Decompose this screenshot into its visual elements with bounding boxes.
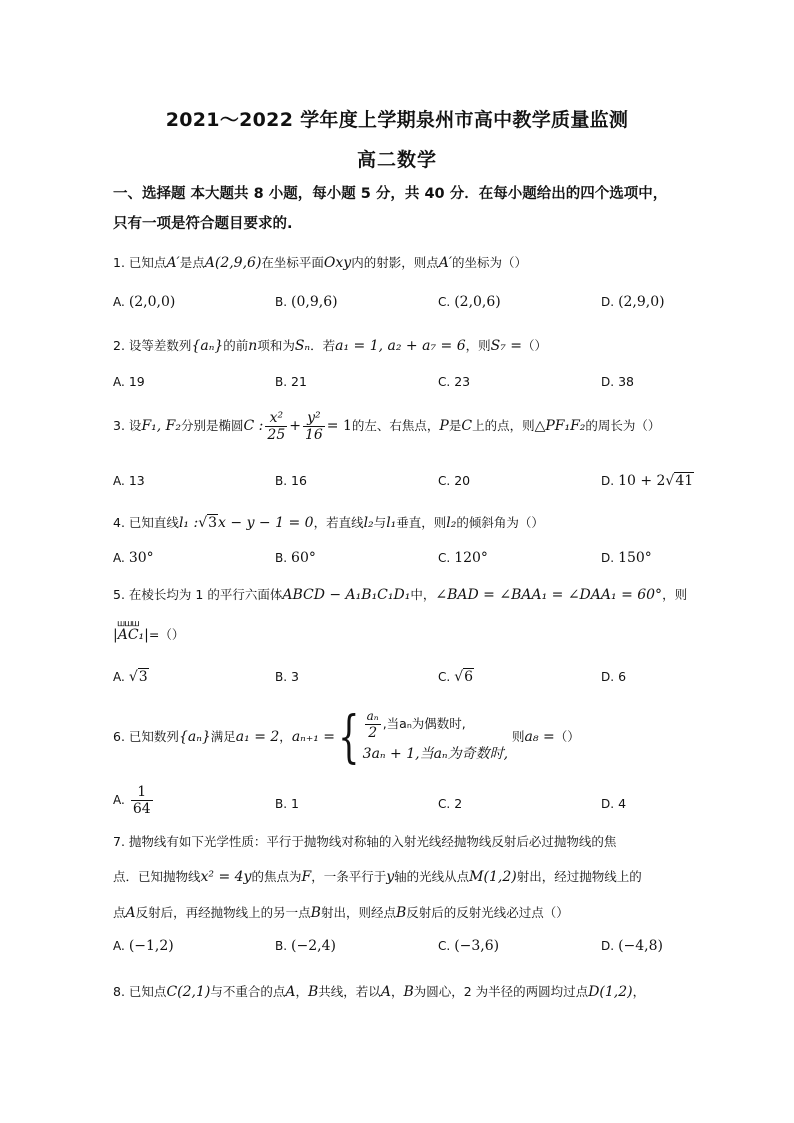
questions-6-l3-b: 反射后，再经抛物线上的另一点 [135,905,311,920]
question-2-options [113,374,713,396]
questions-7-text-g: ， [632,984,646,999]
questions-2-p: P [439,418,449,434]
fraction-y2-16 [303,410,325,443]
questions-1-text-f: （） [522,338,548,353]
piecewise-cases [363,708,508,767]
questions-0-options-1-label: B. [275,295,288,309]
questions-1-options-3-value: 38 [618,374,634,389]
questions-7-text-c: ， [295,984,308,999]
questions-6-l2-e: 射出，经过抛物线上的 [516,869,642,884]
questions-4-options-3-label: D. [601,670,615,684]
option-d[interactable] [601,938,663,954]
questions-6-options-1-value: (−2,4) [291,938,336,954]
questions-6-l2-b: 的焦点为 [251,869,302,884]
questions-6-options-2-value: (−3,6) [454,938,500,954]
option-c[interactable] [438,294,501,310]
questions-5-a8: a₈ = [524,729,555,745]
option-b[interactable] [275,294,338,310]
questions-2-fx-num: x² [265,410,287,427]
option-c[interactable] [438,938,499,954]
questions-4-options-2-value-rad: 6 [464,669,474,685]
questions-7-text-a: 已知点 [128,984,167,999]
questions-5-text-e: （） [554,729,580,744]
questions-3-options-1-value: 60° [291,550,316,566]
question-6 [113,704,713,770]
questions-2-fx-den: 25 [267,427,286,443]
questions-2-options-3-label: D. [601,474,615,488]
questions-3-options-2-value: 120° [454,550,488,566]
questions-3-options-0-value: 30° [128,550,154,566]
questions-0-text-d: 内的射影，则点 [351,255,439,270]
questions-1-text-a: 设等差数列 [128,338,192,353]
question-3 [113,408,713,444]
option-b[interactable] [275,938,336,954]
questions-0-pt: A′ [166,255,180,271]
questions-4-text-d: =（） [148,627,185,642]
questions-3-options-1-label: B. [275,551,288,565]
option-d[interactable] [601,473,694,489]
questions-2-eq1: = 1 [326,418,352,434]
option-a[interactable] [113,550,154,566]
questions-2-fy-num: y² [303,410,325,427]
questions-6-b2: B [395,905,407,921]
question-4 [113,513,713,533]
questions-2-text-b: 分别是椭圆 [181,418,244,433]
questions-6-l3-c: 射出，则经点 [320,905,396,920]
questions-0-text-e: 的坐标为（） [452,255,528,270]
questions-4-options-0-label: A. [113,670,125,684]
questions-6-parab: x² = 4y [200,869,252,885]
option-c[interactable] [438,374,470,389]
questions-4-angles: ∠BAD = ∠BAA₁ = ∠DAA₁ = 60° [435,587,663,603]
questions-2-text-a: 设 [128,418,142,433]
questions-7-text-f: 为圆心，2 为半径的两圆均过点 [413,984,589,999]
question-2 [113,336,713,356]
questions-2-options-0-label: A. [113,474,125,488]
questions-6-b: B [310,905,321,921]
questions-2-ellipse-c: C : [243,418,264,434]
questions-0-pt2: A′ [438,255,453,271]
question-5-options [113,669,713,691]
questions-1-text-b: 的前 [223,338,249,353]
questions-5-text-d: 则 [512,729,525,744]
questions-7-text-b: 与不重合的点 [210,984,286,999]
questions-3-text-b: ，若直线 [313,515,364,530]
sqrt-symbol: √ [198,515,208,531]
question-5-line2 [113,625,713,645]
questions-2-text-d: 是 [448,418,462,433]
questions-4-text-c: ，则 [662,587,688,602]
questions-5-text-a: 已知数列 [128,729,179,744]
option-a[interactable] [113,374,145,389]
questions-7-c: C(2,1) [166,984,211,1000]
questions-3-rad: 3 [208,515,218,531]
option-d[interactable] [601,550,652,566]
questions-4-text-b: 中， [410,587,436,602]
questions-0-options-1-value: (0,9,6) [291,294,338,310]
questions-5-case2: 3aₙ + 1,当aₙ为奇数时, [362,746,509,762]
questions-2-num: 3. [113,418,125,433]
questions-3-l2b: l₂ [446,515,457,531]
option-b[interactable] [275,473,307,488]
questions-3-options-3-label: D. [601,551,615,565]
questions-5-options-3-value: 4 [618,796,627,811]
questions-4-options-2-label: C. [438,670,451,684]
questions-5-options-0-frac-den: 64 [132,801,151,817]
section-heading-line2: 只有一项是符合题目要求的. [113,216,293,232]
questions-1-num: 2. [113,338,125,353]
questions-6-l2-d: 轴的光线从点 [394,869,470,884]
fraction-x2-25 [265,410,287,443]
questions-7-text-d: 共线，若以 [318,984,381,999]
questions-2-options-1-label: B. [275,474,288,488]
questions-3-l2: l₂ [363,515,374,531]
questions-3-num: 4. [113,515,125,530]
questions-0-coord: A(2,9,6) [204,255,262,271]
questions-4-options-3-value: 6 [618,669,627,684]
questions-4-num: 5. [113,587,125,602]
question-7-line3 [113,903,713,923]
questions-2-fy-den: 16 [304,427,323,443]
questions-2-text-c: 的左、右焦点， [351,418,440,433]
questions-6-l2-a: 点．已知抛物线 [113,869,201,884]
questions-3-text-e: 的倾斜角为（） [456,515,544,530]
questions-3-l1: l₁ : [178,515,199,531]
questions-5-options-0-label: A. [113,793,125,807]
questions-0-text-c: 在坐标平面 [261,255,324,270]
questions-5-options-0-frac-num: 1 [131,784,153,801]
questions-0-plane: Oxy [323,255,352,271]
option-d[interactable] [601,669,626,684]
questions-5-case1-text: ,当aₙ为偶数时, [382,716,466,731]
questions-1-options-0-label: A. [113,375,125,389]
questions-6-a: A [125,905,136,921]
questions-7-a2: A [380,984,391,1000]
questions-2-foci: F₁, F₂ [141,418,181,434]
questions-0-num: 1. [113,255,125,270]
questions-0-options-0-value: (2,0,0) [128,294,176,310]
exam-title: 2021～2022 学年度上学期泉州市高中教学质量监测 [165,109,629,131]
questions-0-options-0-label: A. [113,295,125,309]
option-a[interactable] [113,784,155,817]
questions-7-a: A [285,984,296,1000]
questions-0-options-2-label: C. [438,295,451,309]
questions-1-cond: a₁ = 1, a₂ + a₇ = 6 [335,338,466,354]
left-brace: { [338,704,360,770]
option-a[interactable] [113,669,149,685]
questions-7-b: B [308,984,319,1000]
option-c[interactable] [438,473,470,488]
option-b[interactable] [275,669,299,684]
option-a[interactable] [113,473,145,488]
question-8 [113,982,713,1002]
questions-5-seq: {aₙ} [178,729,211,745]
questions-6-f: F [301,869,312,885]
questions-2-options-1-value: 16 [291,473,307,488]
questions-3-l1b: l₁ [386,515,397,531]
questions-4-text-a: 在棱长均为 1 的平行六面体 [128,587,283,602]
questions-1-sn: Sₙ [294,338,311,354]
questions-1-text-d: ．若 [310,338,336,353]
option-d[interactable] [601,796,626,811]
questions-1-options-2-value: 23 [454,374,471,389]
questions-6-m: M(1,2) [469,869,517,885]
questions-1-text-c: 项和为 [257,338,295,353]
questions-6-y: y [386,869,395,885]
option-b[interactable] [275,796,299,811]
questions-6-num: 7. [113,834,125,849]
questions-6-l3-a: 点 [113,905,126,920]
option-c[interactable] [438,796,462,811]
questions-1-options-0-value: 19 [128,374,145,389]
sqrt-symbol: √ [454,669,464,685]
questions-5-num: 6. [113,729,125,744]
questions-6-options-3-label: D. [601,939,615,953]
questions-2-options-2-label: C. [438,474,451,488]
question-1 [113,253,713,273]
sqrt-symbol: √ [665,473,675,489]
questions-5-case1-num: aₙ [366,709,379,723]
questions-2-text-e: 上的点，则 [472,418,535,433]
questions-6-options-1-label: B. [275,939,288,953]
questions-3-options-3-value: 150° [618,550,652,566]
questions-1-text-e: ，则 [465,338,491,353]
questions-6-options-0-value: (−1,2) [128,938,174,954]
questions-4-options-1-value: 3 [291,669,299,684]
questions-2-options-2-value: 20 [454,473,471,488]
questions-5-case1-den: 2 [368,725,378,741]
questions-4-solid: ABCD − A₁B₁C₁D₁ [282,587,411,603]
option-b[interactable] [275,374,307,389]
questions-4-vec: |AC₁| [113,627,149,643]
questions-2-options-3-value-pre: 10 + 2 [618,473,666,489]
question-7-line1 [113,832,713,852]
questions-5-options-2-label: C. [438,797,451,811]
questions-3-text-c: 与 [373,515,387,530]
questions-3-text-a: 已知直线 [128,515,179,530]
option-d[interactable] [601,374,634,389]
question-3-options [113,473,713,495]
questions-6-options-3-value: (−4,8) [618,938,663,954]
questions-1-n: n [248,338,258,354]
option-c[interactable] [438,550,488,566]
question-1-options [113,294,713,316]
questions-0-options-3-label: D. [601,295,615,309]
questions-5-a1: a₁ = 2 [235,729,280,745]
questions-5-options-3-label: D. [601,797,615,811]
questions-0-text-b: 是点 [179,255,205,270]
exam-subtitle: 高二数学 [356,149,437,171]
questions-6-options-2-label: C. [438,939,451,953]
question-7-line2 [113,867,713,887]
option-a[interactable] [113,294,175,310]
questions-2-options-0-value: 13 [128,473,145,488]
option-a[interactable] [113,938,174,954]
questions-5-options-1-label: B. [275,797,288,811]
questions-0-options-3-value: (2,9,0) [618,294,665,310]
questions-0-text-a: 已知点 [128,255,167,270]
questions-2-tri: △PF₁F₂ [534,418,586,434]
questions-1-options-3-label: D. [601,375,615,389]
questions-1-seq: {aₙ} [191,338,224,354]
option-b[interactable] [275,550,316,566]
questions-0-options-2-value: (2,0,6) [454,294,501,310]
sqrt-symbol: √ [128,669,138,685]
questions-6-l3-d: 反射后的反射光线必过点（） [406,905,569,920]
questions-6-line1: 抛物线有如下光学性质：平行于抛物线对称轴的入射光线经抛物线反射后必过抛物线的焦 [128,834,617,849]
questions-1-s7: S₇ = [490,338,523,354]
question-7-options [113,938,713,960]
questions-3-options-2-label: C. [438,551,451,565]
questions-1-options-2-label: C. [438,375,451,389]
questions-3-options-0-label: A. [113,551,125,565]
questions-1-options-1-label: B. [275,375,288,389]
questions-4-options-1-label: B. [275,670,288,684]
question-4-options [113,550,713,572]
questions-2-text-f: 的周长为（） [585,418,661,433]
questions-4-options-0-value-rad: 3 [138,669,148,685]
questions-6-l2-c: ，一条平行于 [311,869,387,884]
section-heading-line1: 一、选择题 本大题共 8 小题，每小题 5 分，共 40 分．在每小题给出的四个选项中， [113,186,668,202]
questions-7-num: 8. [113,984,125,999]
questions-5-options-1-value: 1 [291,796,299,811]
questions-5-options-2-value: 2 [454,796,463,811]
questions-2-plus: + [289,418,301,434]
questions-5-text-b: 满足 [210,729,236,744]
question-5 [113,585,713,605]
option-d[interactable] [601,294,665,310]
questions-7-d: D(1,2) [588,984,633,1000]
questions-4-vec-marks: ꟺꟺꟺ [117,619,139,629]
questions-3-text-d: 垂直，则 [396,515,447,530]
questions-7-b2: B [403,984,414,1000]
questions-6-options-0-label: A. [113,939,125,953]
questions-7-text-e: ， [390,984,404,999]
questions-3-eq: x − y − 1 = 0 [218,515,314,531]
question-6-options [113,786,713,820]
questions-2-c: C [461,418,473,434]
option-c[interactable] [438,669,474,685]
questions-1-options-1-value: 21 [291,374,307,389]
questions-5-an1: aₙ₊₁ = [291,729,336,745]
questions-2-options-3-value-rad: 41 [675,473,694,489]
questions-5-text-c: ， [279,729,292,744]
